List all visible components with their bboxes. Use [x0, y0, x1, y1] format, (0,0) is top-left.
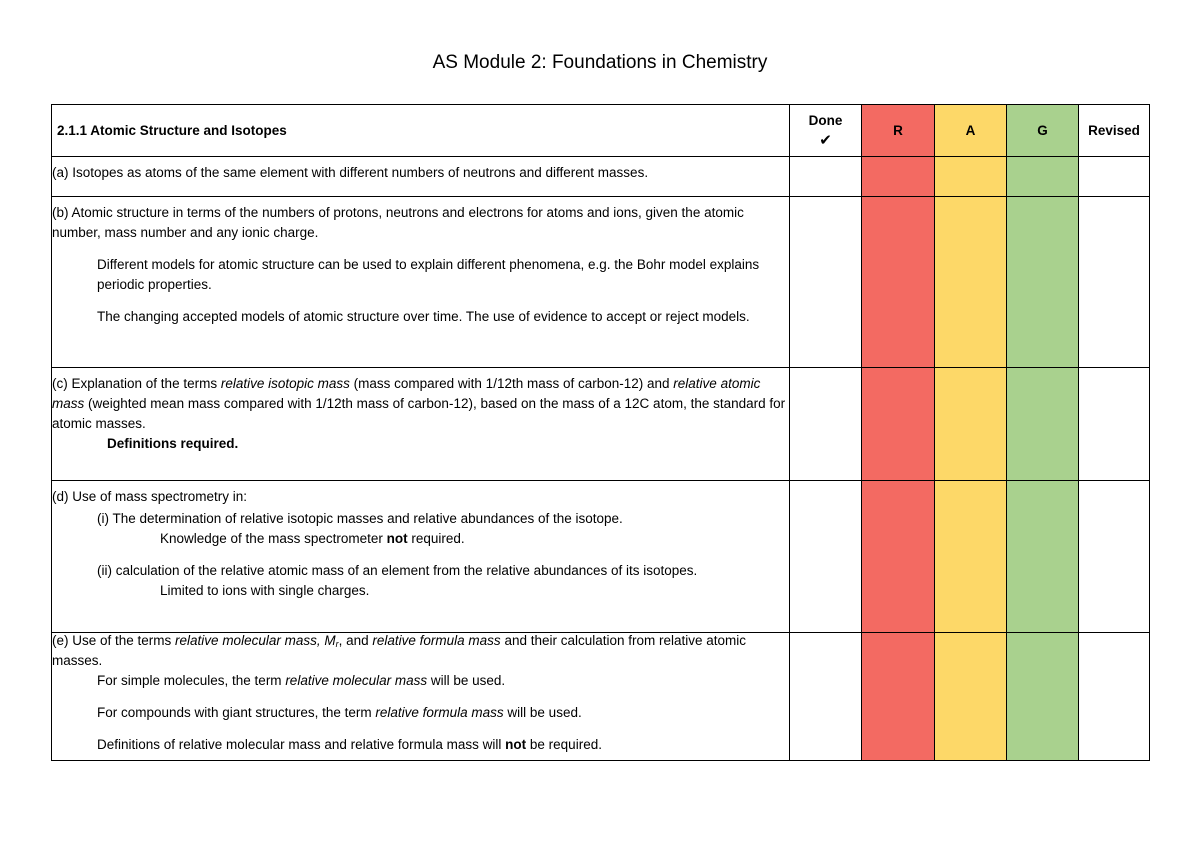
section-heading: 2.1.1 Atomic Structure and Isotopes [52, 105, 790, 157]
row-c-description: (c) Explanation of the terms relative isotopic mass (mass compared with 1/12th mass of carbon-12) and relative atomic mass (weighted mean mass compared with 1/12th mass of carbon-12), based on the mass of a 12C atom, the standard for atomic masses. Definitions required. [52, 368, 790, 481]
green-cell[interactable] [1007, 197, 1079, 368]
red-cell[interactable] [862, 481, 935, 633]
green-cell[interactable] [1007, 157, 1079, 197]
red-cell[interactable] [862, 633, 935, 761]
row-d-description: (d) Use of mass spectrometry in: (i) The determination of relative isotopic masses and relative abundances of the isotope. Knowledge of the mass spectrometer not required. (ii) calculation of the relative atomic mass of an element from the relative abundances of its isotopes. Limited to ions with single charges. [52, 481, 790, 633]
definitions-required-note: Definitions required. [107, 436, 239, 451]
done-label: Done [808, 112, 843, 128]
red-cell[interactable] [862, 157, 935, 197]
page-title: AS Module 2: Foundations in Chemistry [432, 52, 768, 73]
amber-cell[interactable] [935, 197, 1007, 368]
table-row [52, 481, 1150, 633]
red-cell[interactable] [862, 368, 935, 481]
table-row [52, 633, 1150, 761]
revised-column-header: Revised [1079, 105, 1150, 157]
table-row [52, 157, 1150, 197]
table-row [52, 368, 1150, 481]
amber-column-header: A [935, 105, 1007, 157]
row-a-description: (a) Isotopes as atoms of the same element with different numbers of neutrons and different masses. [52, 157, 790, 197]
check-mark-icon: ✔ [819, 131, 832, 149]
checklist-table [51, 104, 1150, 761]
done-cell[interactable] [790, 368, 862, 481]
revised-cell[interactable] [1079, 481, 1150, 633]
red-column-header: R [862, 105, 935, 157]
revised-cell[interactable] [1079, 197, 1150, 368]
row-b-description: (b) Atomic structure in terms of the numbers of protons, neutrons and electrons for atoms and ions, given the atomic number, mass number and any ionic charge. Different models for atomic structure can be used to explain different phenomena, e.g. the Bohr model explains periodic properties. The changing accepted models of atomic structure over time. The use of evidence to accept or reject models. [52, 197, 790, 368]
red-cell[interactable] [862, 197, 935, 368]
amber-cell[interactable] [935, 157, 1007, 197]
table-header-row [52, 105, 1150, 157]
done-cell[interactable] [790, 157, 862, 197]
revised-cell[interactable] [1079, 157, 1150, 197]
done-cell[interactable] [790, 481, 862, 633]
table-row [52, 197, 1150, 368]
green-cell[interactable] [1007, 481, 1079, 633]
done-column-header [790, 105, 862, 157]
done-cell[interactable] [790, 197, 862, 368]
amber-cell[interactable] [935, 481, 1007, 633]
row-e-description: (e) Use of the terms relative molecular mass, $M_r$, and relative formula mass and their calculation from relative atomic masses. For simple molecules, the term relative molecular mass will be used. For compounds with giant structures, the term relative formula mass will be used. Definitions of relative molecular mass and relative formula mass will not be required. [52, 633, 790, 761]
green-cell[interactable] [1007, 368, 1079, 481]
amber-cell[interactable] [935, 633, 1007, 761]
amber-cell[interactable] [935, 368, 1007, 481]
green-column-header: G [1007, 105, 1079, 157]
done-cell[interactable] [790, 633, 862, 761]
green-cell[interactable] [1007, 633, 1079, 761]
revised-cell[interactable] [1079, 633, 1150, 761]
revised-cell[interactable] [1079, 368, 1150, 481]
